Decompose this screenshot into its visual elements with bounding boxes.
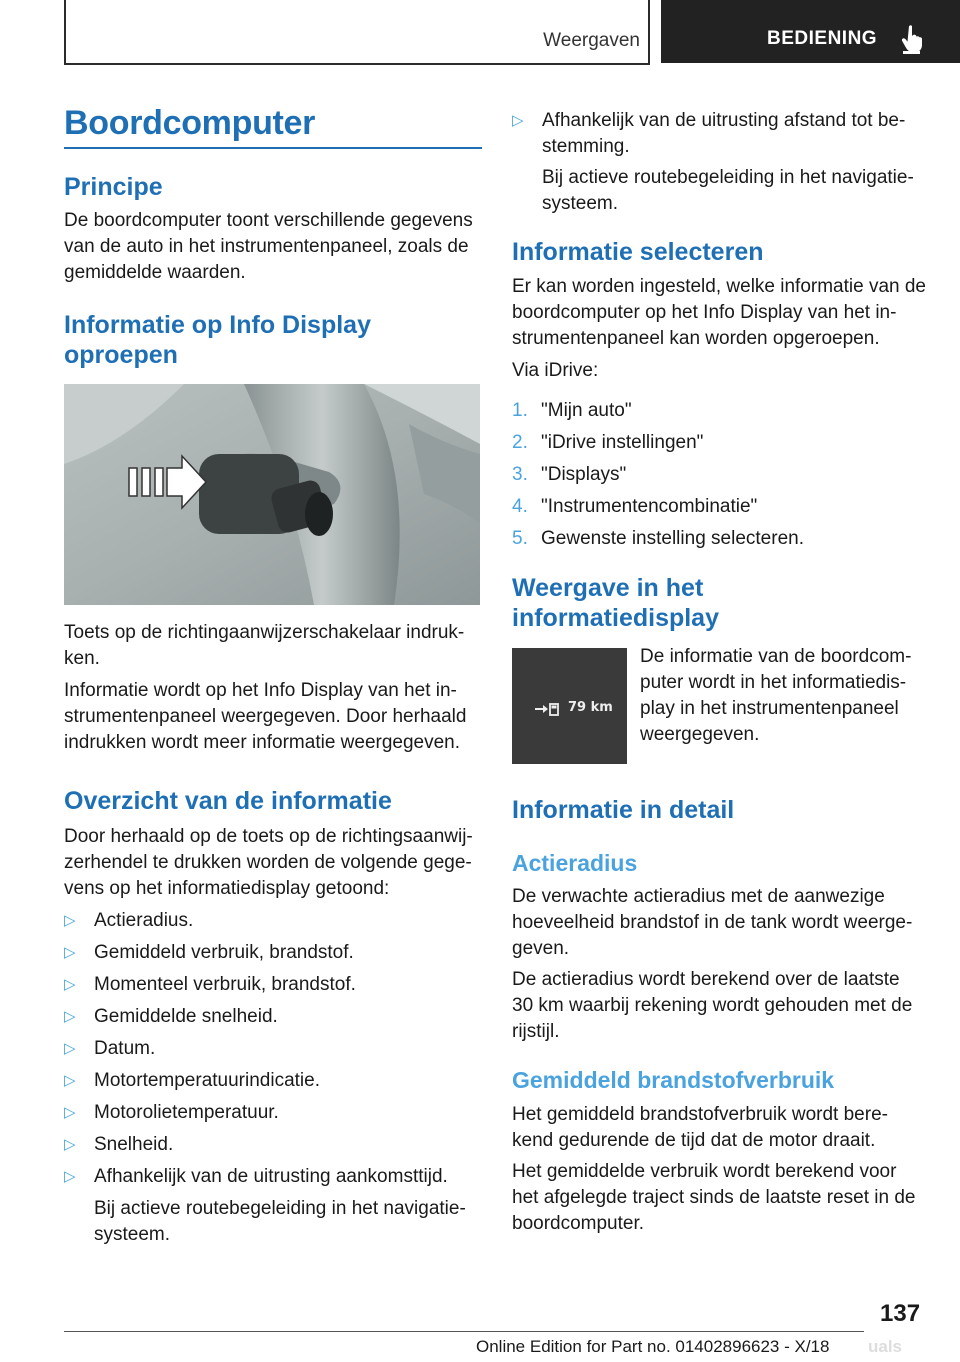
info-display-image [512, 648, 627, 764]
turn-signal-lever-photo [64, 384, 480, 605]
principle-line: van de auto in het instrumentenpaneel, zoals de [64, 236, 469, 257]
list-item-text: Gemiddelde snelheid. [94, 1006, 278, 1027]
step-text: "Mijn auto" [541, 400, 632, 421]
principle-line: gemiddelde waarden. [64, 262, 246, 283]
bullet-note-line: Bij actieve routebegeleiding in het navigatie- [94, 1198, 466, 1219]
display-line: play in het instrumentenpaneel [640, 698, 899, 719]
list-item-text: Afhankelijk van de uitrusting aankomsttijd. [94, 1166, 448, 1187]
page-title: Boordcomputer [64, 104, 316, 142]
consumption-line: kend gedurende de tijd dat de motor draait. [512, 1130, 876, 1151]
range-line: hoeveelheid brandstof in de tank wordt weerge- [512, 912, 913, 933]
triangle-bullet-icon: ▷ [64, 1072, 76, 1089]
step-number: 1. [512, 400, 528, 421]
step-number: 3. [512, 464, 528, 485]
select-line: boordcomputer op het Info Display van het in- [512, 302, 897, 323]
display-line: weergegeven. [640, 724, 760, 745]
header-rule-mid [648, 0, 650, 64]
list-item-text: Gemiddeld verbruik, brandstof. [94, 942, 354, 963]
title-underline [64, 147, 482, 149]
bullet-note-line: Bij actieve routebegeleiding in het navigatie- [542, 167, 914, 188]
photo-caption-line: ken. [64, 648, 100, 669]
footer-rule [64, 1331, 864, 1332]
bullet-note-line: systeem. [94, 1224, 171, 1245]
heading-avg-consumption: Gemiddeld brandstofverbruik [512, 1067, 835, 1093]
chapter-label: BEDIENING [767, 28, 878, 49]
list-item-text: Momenteel verbruik, brandstof. [94, 974, 356, 995]
display-line: puter wordt in het informatiedis- [640, 672, 907, 693]
heading-actieradius: Actieradius [512, 850, 638, 876]
step-text: Gewenste instelling selecteren. [541, 528, 804, 549]
step-number: 4. [512, 496, 528, 517]
step-number: 5. [512, 528, 528, 549]
step-text: "Displays" [541, 464, 627, 485]
select-line: Er kan worden ingesteld, welke informatie van de [512, 276, 927, 297]
fuel-range-icon [535, 702, 563, 716]
watermark-brand: uals [868, 1337, 903, 1356]
range-line: rijstijl. [512, 1021, 560, 1042]
via-idrive: Via iDrive: [512, 360, 599, 381]
call-text-line: indrukken wordt meer informatie weergegeven. [64, 732, 461, 753]
triangle-bullet-icon: ▷ [64, 912, 76, 929]
header-rule-bottom [64, 63, 650, 65]
call-text-line: Informatie wordt op het Info Display van het in- [64, 680, 457, 701]
range-readout: 79 km [568, 700, 613, 715]
list-item-text: Afhankelijk van de uitrusting afstand tot be- [542, 110, 906, 131]
consumption-line: het afgelegde traject sinds de laatste reset in de [512, 1187, 916, 1208]
range-line: De actieradius wordt berekend over de laatste [512, 969, 900, 990]
header-section-title: Weergaven [543, 30, 640, 51]
list-item-text: Datum. [94, 1038, 156, 1059]
page-number: 137 [880, 1300, 921, 1327]
heading-call-info-line2: oproepen [64, 341, 178, 369]
consumption-line: Het gemiddeld brandstofverbruik wordt bere- [512, 1104, 888, 1125]
select-line: strumentenpaneel kan worden opgeroepen. [512, 328, 880, 349]
heading-detail: Informatie in detail [512, 796, 735, 824]
range-line: De verwachte actieradius met de aanwezige [512, 886, 885, 907]
heading-overview: Overzicht van de informatie [64, 787, 392, 815]
overview-line: zerhendel te drukken worden de volgende gege- [64, 852, 472, 873]
heading-display-line2: informatiedisplay [512, 604, 719, 632]
header-rule-left [64, 0, 66, 64]
triangle-bullet-icon: ▷ [512, 112, 524, 129]
consumption-line: Het gemiddelde verbruik wordt berekend voor [512, 1161, 897, 1182]
triangle-bullet-icon: ▷ [64, 1136, 76, 1153]
photo-caption-line: Toets op de richtingaanwijzerschakelaar indruk- [64, 622, 465, 643]
heading-display: Weergave in het [512, 574, 704, 602]
list-item-text: Snelheid. [94, 1134, 174, 1155]
list-item-text: Actieradius. [94, 910, 194, 931]
heading-principe: Principe [64, 173, 163, 201]
header-chapter-tab [661, 0, 960, 63]
triangle-bullet-icon: ▷ [64, 1008, 76, 1025]
list-item-text: Motorolietemperatuur. [94, 1102, 279, 1123]
footer-edition: Online Edition for Part no. 01402896623 - X/18 [476, 1337, 830, 1356]
step-text: "iDrive instellingen" [541, 432, 704, 453]
consumption-line: boordcomputer. [512, 1213, 645, 1234]
triangle-bullet-icon: ▷ [64, 1168, 76, 1185]
range-line: geven. [512, 938, 570, 959]
list-item-text: Motortemperatuurindicatie. [94, 1070, 320, 1091]
triangle-bullet-icon: ▷ [64, 1040, 76, 1057]
display-line: De informatie van de boordcom- [640, 646, 912, 667]
range-line: 30 km waarbij rekening wordt gehouden met de [512, 995, 913, 1016]
bullet-note-line: systeem. [542, 193, 619, 214]
call-text-line: strumentenpaneel weergegeven. Door herhaald [64, 706, 467, 727]
hand-pointer-icon [900, 24, 924, 54]
overview-line: Door herhaald op de toets op de richtingsaanwij- [64, 826, 473, 847]
principle-line: De boordcomputer toont verschillende gegevens [64, 210, 473, 231]
triangle-bullet-icon: ▷ [64, 944, 76, 961]
step-text: "Instrumentencombinatie" [541, 496, 758, 517]
heading-call-info: Informatie op Info Display [64, 311, 371, 339]
triangle-bullet-icon: ▷ [64, 976, 76, 993]
step-number: 2. [512, 432, 528, 453]
overview-line: vens op het informatiedisplay getoond: [64, 878, 390, 899]
bullet-continuation: stemming. [542, 136, 630, 157]
triangle-bullet-icon: ▷ [64, 1104, 76, 1121]
heading-select-info: Informatie selecteren [512, 238, 764, 266]
